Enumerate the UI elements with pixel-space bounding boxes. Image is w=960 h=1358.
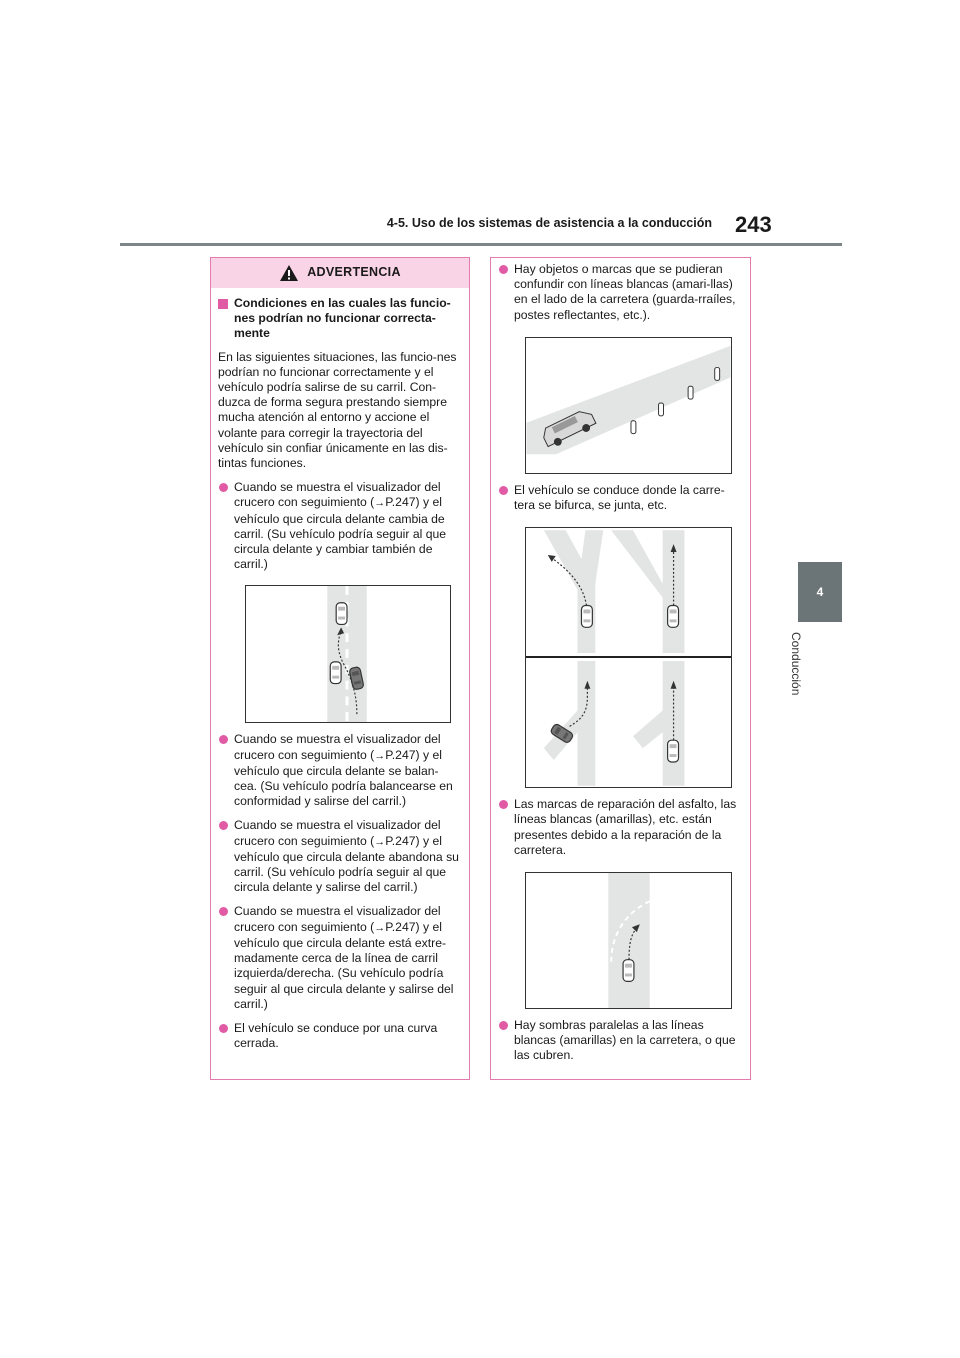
bullet-dot-icon — [499, 265, 508, 274]
list-item — [218, 480, 461, 572]
warning-box-left — [210, 257, 470, 1080]
chapter-name: Conducción — [789, 632, 803, 696]
figure-lead-car-lane-change — [245, 585, 451, 723]
list-item-text: Las marcas de reparación del asfalto, las líneas blancas (amarillas), etc. están presentes debido a la reparación de la carretera. — [514, 797, 737, 857]
bullet-dot-icon — [499, 800, 508, 809]
page-number: 243 — [735, 212, 772, 237]
list-item-text: Hay objetos o marcas que se pudieran confundir con líneas blancas (amari-llas) en el lado de la carretera (guarda-rraíles, postes reflectantes, etc.). — [514, 262, 736, 322]
intro-paragraph: En las siguientes situaciones, las funcio-nes podrían no funcionar correctamente y el vehículo podría salirse de su carril. Con-duzca de forma segura prestando siempre mucha atención al entorno y accione el volante para corregir la trayectoria del vehículo sin confiar únicamente en las dis-tintas funciones. — [218, 349, 457, 471]
list-item-text: Cuando se muestra el visualizador del crucero con seguimiento ( — [234, 732, 441, 762]
list-item — [498, 262, 742, 323]
list-item — [498, 483, 742, 513]
header-divider — [120, 243, 842, 246]
list-item-text: El vehículo se conduce por una curva cerrada. — [234, 1020, 438, 1051]
figure-road-repair-marks — [525, 872, 732, 1009]
road — [633, 661, 684, 786]
conditions-heading-text: Condiciones en las cuales las funcio-nes podrían no funcionar correcta-mente — [234, 296, 451, 341]
vehicle-icon — [668, 740, 679, 762]
warning-banner — [211, 258, 469, 288]
chapter-number: 4 — [816, 585, 824, 599]
arrowhead-icon — [548, 555, 556, 562]
figure-road-fork-merge — [525, 527, 732, 788]
list-item — [218, 1021, 461, 1051]
warning-triangle-icon — [279, 264, 299, 282]
bullet-dot-icon — [219, 1024, 228, 1033]
list-item — [218, 732, 461, 809]
warning-label: ADVERTENCIA — [307, 265, 401, 280]
chapter-tab[interactable] — [798, 562, 842, 622]
bullet-dot-icon — [219, 483, 228, 492]
bullet-dot-icon — [219, 907, 228, 916]
page-reference-link[interactable]: P.247 — [385, 747, 416, 762]
list-item-text: ) y el vehículo que circula delante está extre-madamente cerca de la línea de carril izquierda/derecha. (Su vehículo podría seguir al que circula delante y salirse del carril.) — [234, 919, 454, 1011]
page-reference-link[interactable]: P.247 — [385, 919, 416, 934]
list-item-text: Cuando se muestra el visualizador del crucero con seguimiento ( — [234, 480, 441, 510]
arrow-ref-icon: → — [374, 921, 386, 934]
road — [544, 661, 595, 786]
vehicle-icon — [623, 960, 634, 982]
bullet-dot-icon — [219, 735, 228, 744]
page-reference-link[interactable]: P.247 — [385, 833, 416, 848]
list-item — [498, 797, 742, 858]
list-item-text: Hay sombras paralelas a las líneas blancas (amarillas) en la carretera, o que las cubren. — [514, 1018, 736, 1063]
square-bullet-icon — [218, 299, 228, 309]
vehicle-icon — [581, 606, 592, 628]
arrow-ref-icon: → — [374, 749, 386, 762]
list-item — [498, 1018, 742, 1064]
list-item-text: ) y el vehículo que circula delante se balan-cea. (Su vehículo podría balancearse en conformidad y salirse del carril.) — [234, 747, 453, 809]
section-title: 4-5. Uso de los sistemas de asistencia a la conducción — [386, 216, 712, 230]
arrow-ref-icon: → — [374, 835, 386, 848]
list-item-text: El vehículo se conduce donde la carre-tera se bifurca, se junta, etc. — [514, 482, 725, 513]
list-item-text: ) y el vehículo que circula delante cambia de carril. (Su vehículo podría seguir al que circula delante y cambiar también de carril.) — [234, 495, 447, 572]
list-item-text: Cuando se muestra el visualizador del crucero con seguimiento ( — [234, 818, 441, 848]
page-reference-link[interactable]: P.247 — [385, 495, 416, 510]
bullet-dot-icon — [219, 821, 228, 830]
list-item-text: Cuando se muestra el visualizador del crucero con seguimiento ( — [234, 904, 441, 934]
figure-roadside-objects — [525, 337, 732, 474]
list-item — [218, 818, 461, 895]
vehicle-icon — [668, 606, 679, 628]
arrow-ref-icon: → — [374, 497, 386, 510]
warning-box-right — [490, 257, 751, 1080]
bullet-dot-icon — [499, 1021, 508, 1030]
bullet-dot-icon — [499, 486, 508, 495]
list-item-text: ) y el vehículo que circula delante abandona su carril. (Su vehículo podría seguir al que circula delante y salirse del carril.) — [234, 833, 459, 895]
vehicle-icon — [330, 662, 341, 684]
list-item — [218, 904, 461, 1011]
vehicle-icon — [336, 603, 347, 625]
conditions-heading — [218, 296, 461, 342]
